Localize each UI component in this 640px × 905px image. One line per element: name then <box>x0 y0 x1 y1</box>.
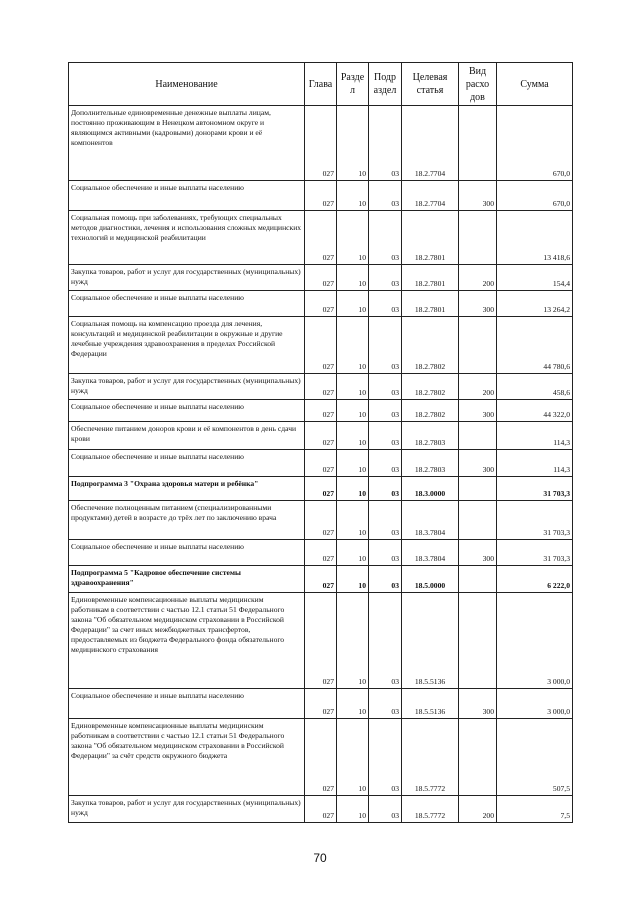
cell-target: 18.5.5136 <box>402 593 459 689</box>
cell-razdel: 10 <box>337 400 369 422</box>
table-row <box>69 796 573 823</box>
cell-name: Социальное обеспечение и иные выплаты населению <box>69 689 305 719</box>
cell-vid <box>459 317 497 374</box>
cell-sum: 31 703,3 <box>497 540 573 566</box>
cell-vid: 300 <box>459 291 497 317</box>
cell-podrazdel: 03 <box>369 422 402 450</box>
cell-name: Закупка товаров, работ и услуг для государственных (муниципальных) нужд <box>69 374 305 400</box>
cell-glava: 027 <box>305 501 337 540</box>
cell-name: Социальное обеспечение и иные выплаты населению <box>69 291 305 317</box>
cell-podrazdel: 03 <box>369 291 402 317</box>
cell-vid <box>459 593 497 689</box>
cell-sum: 670,0 <box>497 181 573 211</box>
cell-glava: 027 <box>305 317 337 374</box>
cell-target: 18.2.7704 <box>402 106 459 181</box>
cell-glava: 027 <box>305 181 337 211</box>
cell-razdel: 10 <box>337 689 369 719</box>
cell-name: Социальное обеспечение и иные выплаты населению <box>69 181 305 211</box>
cell-podrazdel: 03 <box>369 796 402 823</box>
cell-vid: 300 <box>459 450 497 477</box>
cell-vid: 200 <box>459 796 497 823</box>
cell-sum: 458,6 <box>497 374 573 400</box>
cell-vid <box>459 501 497 540</box>
cell-vid: 300 <box>459 181 497 211</box>
table-header-row <box>69 63 573 106</box>
cell-vid: 200 <box>459 265 497 291</box>
cell-sum: 31 703,3 <box>497 477 573 501</box>
table-row <box>69 719 573 796</box>
cell-podrazdel: 03 <box>369 181 402 211</box>
table-row <box>69 291 573 317</box>
cell-podrazdel: 03 <box>369 593 402 689</box>
table-body <box>69 106 573 823</box>
cell-razdel: 10 <box>337 291 369 317</box>
cell-name: Социальное обеспечение и иные выплаты населению <box>69 540 305 566</box>
cell-name: Подпрограмма 5 "Кадровое обеспечение системы здравоохранения" <box>69 566 305 593</box>
cell-target: 18.2.7801 <box>402 211 459 265</box>
cell-vid <box>459 477 497 501</box>
table-row <box>69 450 573 477</box>
cell-target: 18.3.7804 <box>402 501 459 540</box>
cell-name: Закупка товаров, работ и услуг для государственных (муниципальных) нужд <box>69 796 305 823</box>
cell-glava: 027 <box>305 796 337 823</box>
cell-glava: 027 <box>305 422 337 450</box>
cell-name: Обеспечение питанием доноров крови и её компонентов в день сдачи крови <box>69 422 305 450</box>
cell-name: Закупка товаров, работ и услуг для государственных (муниципальных) нужд <box>69 265 305 291</box>
table-row <box>69 400 573 422</box>
cell-glava: 027 <box>305 400 337 422</box>
cell-sum: 114,3 <box>497 422 573 450</box>
cell-target: 18.3.0000 <box>402 477 459 501</box>
cell-podrazdel: 03 <box>369 566 402 593</box>
cell-sum: 154,4 <box>497 265 573 291</box>
cell-name: Социальное обеспечение и иные выплаты населению <box>69 400 305 422</box>
cell-razdel: 10 <box>337 719 369 796</box>
table-row <box>69 181 573 211</box>
cell-podrazdel: 03 <box>369 689 402 719</box>
header-target: Целевая статья <box>402 63 459 106</box>
cell-podrazdel: 03 <box>369 477 402 501</box>
table-row <box>69 689 573 719</box>
cell-sum: 13 418,6 <box>497 211 573 265</box>
cell-podrazdel: 03 <box>369 400 402 422</box>
cell-glava: 027 <box>305 265 337 291</box>
cell-target: 18.5.0000 <box>402 566 459 593</box>
cell-name: Единовременные компенсационные выплаты медицинским работникам в соответствии с частью 12.1 статьи 51 Федерального закона "Об обязательном медицинском страховании в Российской Федерации" за счёт средств окружного бюджета <box>69 719 305 796</box>
cell-target: 18.5.7772 <box>402 719 459 796</box>
header-sum: Сумма <box>497 63 573 106</box>
cell-vid: 300 <box>459 400 497 422</box>
cell-target: 18.2.7801 <box>402 265 459 291</box>
cell-name: Подпрограмма 3 "Охрана здоровья матери и ребёнка" <box>69 477 305 501</box>
cell-razdel: 10 <box>337 796 369 823</box>
cell-podrazdel: 03 <box>369 317 402 374</box>
cell-target: 18.2.7801 <box>402 291 459 317</box>
cell-razdel: 10 <box>337 450 369 477</box>
cell-podrazdel: 03 <box>369 211 402 265</box>
cell-razdel: 10 <box>337 106 369 181</box>
table-row <box>69 540 573 566</box>
cell-vid: 300 <box>459 689 497 719</box>
cell-razdel: 10 <box>337 181 369 211</box>
cell-podrazdel: 03 <box>369 265 402 291</box>
cell-sum: 44 780,6 <box>497 317 573 374</box>
cell-razdel: 10 <box>337 593 369 689</box>
cell-glava: 027 <box>305 211 337 265</box>
cell-sum: 6 222,0 <box>497 566 573 593</box>
cell-razdel: 10 <box>337 422 369 450</box>
cell-target: 18.2.7802 <box>402 400 459 422</box>
cell-vid <box>459 211 497 265</box>
cell-glava: 027 <box>305 106 337 181</box>
table-row <box>69 106 573 181</box>
cell-glava: 027 <box>305 689 337 719</box>
cell-glava: 027 <box>305 374 337 400</box>
cell-razdel: 10 <box>337 566 369 593</box>
table-row <box>69 422 573 450</box>
cell-vid <box>459 422 497 450</box>
cell-razdel: 10 <box>337 317 369 374</box>
cell-razdel: 10 <box>337 265 369 291</box>
table-row <box>69 501 573 540</box>
cell-target: 18.2.7803 <box>402 450 459 477</box>
cell-target: 18.2.7704 <box>402 181 459 211</box>
cell-vid <box>459 106 497 181</box>
cell-sum: 3 000,0 <box>497 689 573 719</box>
cell-podrazdel: 03 <box>369 719 402 796</box>
cell-sum: 3 000,0 <box>497 593 573 689</box>
cell-vid <box>459 719 497 796</box>
cell-target: 18.3.7804 <box>402 540 459 566</box>
table-row <box>69 317 573 374</box>
cell-name: Дополнительные единовременные денежные выплаты лицам, постоянно проживающим в Ненецком автономном округе и являющимся активными (кадровыми) донорами крови и её компонентов <box>69 106 305 181</box>
cell-podrazdel: 03 <box>369 374 402 400</box>
table-row <box>69 211 573 265</box>
cell-glava: 027 <box>305 719 337 796</box>
cell-name: Социальная помощь при заболеваниях, требующих специальных методов диагностики, лечения и использования сложных медицинских технологий и медицинской реабилитации <box>69 211 305 265</box>
cell-name: Единовременные компенсационные выплаты медицинским работникам в соответствии с частью 12.1 статьи 51 Федерального закона "Об обязательном медицинском страховании в Российской Федерации" за счет иных межбюджетных трансфертов, предоставляемых из бюджета Федерального фонда обязательного медицинского страхования <box>69 593 305 689</box>
cell-sum: 670,0 <box>497 106 573 181</box>
budget-table <box>68 62 573 823</box>
cell-razdel: 10 <box>337 477 369 501</box>
cell-glava: 027 <box>305 566 337 593</box>
cell-glava: 027 <box>305 477 337 501</box>
table-row <box>69 566 573 593</box>
header-glava: Глава <box>305 63 337 106</box>
cell-vid: 200 <box>459 374 497 400</box>
cell-glava: 027 <box>305 450 337 477</box>
cell-sum: 507,5 <box>497 719 573 796</box>
cell-razdel: 10 <box>337 374 369 400</box>
cell-name: Социальное обеспечение и иные выплаты населению <box>69 450 305 477</box>
cell-vid: 300 <box>459 540 497 566</box>
cell-sum: 44 322,0 <box>497 400 573 422</box>
table-row <box>69 374 573 400</box>
header-vid: Вид расхо дов <box>459 63 497 106</box>
page-number: 70 <box>313 851 327 865</box>
header-podrazdel: Подр аздел <box>369 63 402 106</box>
cell-sum: 13 264,2 <box>497 291 573 317</box>
cell-target: 18.2.7802 <box>402 317 459 374</box>
cell-vid <box>459 566 497 593</box>
cell-glava: 027 <box>305 593 337 689</box>
table-row <box>69 593 573 689</box>
cell-target: 18.2.7802 <box>402 374 459 400</box>
cell-razdel: 10 <box>337 501 369 540</box>
cell-sum: 7,5 <box>497 796 573 823</box>
cell-name: Обеспечение полноценным питанием (специализированными продуктами) детей в возрасте до трёх лет по заключению врача <box>69 501 305 540</box>
cell-razdel: 10 <box>337 540 369 566</box>
header-razdel: Разде л <box>337 63 369 106</box>
cell-podrazdel: 03 <box>369 540 402 566</box>
cell-target: 18.5.7772 <box>402 796 459 823</box>
table-row <box>69 265 573 291</box>
cell-podrazdel: 03 <box>369 106 402 181</box>
cell-name: Социальная помощь на компенсацию проезда для лечения, консультаций и медицинской реабилитации в окружные и другие лечебные учреждения здравоохранения в пределах Российской Федерации <box>69 317 305 374</box>
header-name: Наименование <box>69 63 305 106</box>
cell-target: 18.2.7803 <box>402 422 459 450</box>
cell-razdel: 10 <box>337 211 369 265</box>
cell-sum: 114,3 <box>497 450 573 477</box>
cell-podrazdel: 03 <box>369 450 402 477</box>
table-row <box>69 477 573 501</box>
cell-glava: 027 <box>305 291 337 317</box>
cell-glava: 027 <box>305 540 337 566</box>
cell-sum: 31 703,3 <box>497 501 573 540</box>
cell-target: 18.5.5136 <box>402 689 459 719</box>
cell-podrazdel: 03 <box>369 501 402 540</box>
